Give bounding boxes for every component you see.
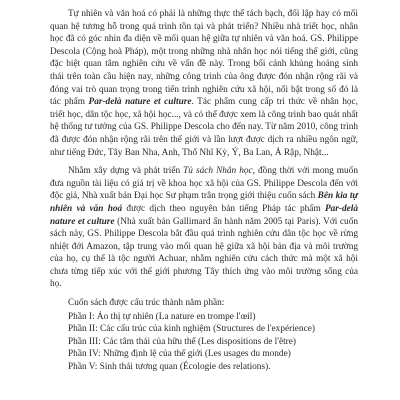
paragraph-intro (50, 8, 358, 159)
book-title-vietnamese: Bên kia tự nhiên và văn hoá (50, 191, 358, 214)
list-item: Phần I: Ảo thị tự nhiên (La nature en trompe l'œil) (68, 311, 256, 322)
paragraph-text: được dịch theo nguyên bản tiếng Pháp tác phẩm (122, 203, 325, 214)
paragraph-text: Nhằm xây dựng và phát triển (68, 166, 184, 177)
list-item: Phần V: Sinh thái tương quan (Écologie des relations). (68, 362, 271, 373)
list-item: Phần III: Các tâm thái của hữu thể (Les dispositions de l'être) (68, 336, 296, 347)
structure-intro: Cuốn sách được cấu trúc thành năm phần: (68, 298, 225, 309)
list-item: Phần II: Các cấu trúc của kinh nghiệm (Structures de l'expérience) (68, 324, 315, 335)
paragraph-text: , đồng thời với mong muốn đưa nguồn tài liệu có giá trị về khoa học xã hội của GS. Philippe Descola đến với độc giả, Nhà xuất bản Đại học Sư phạm trân trọng giới thiệu cuốn sách (50, 166, 358, 202)
paragraph-text: . Tác phẩm cung cấp tri thức về nhân học, triết học, dân tộc học, xã hội học..., và có thể được xem là công trình bao quát nhất hệ thống tư tưởng của GS. Philippe Descola cho đến nay. Từ năm 2010, công trình đã được đón nhận rộng rãi trên thế giới và lần lượt được dịch ra nhiều ngôn ngữ, như tiếng Đức, Tây Ban Nha, Anh, Thổ Nhĩ Kỳ, Ý, Ba Lan, Ả Rập, Nhật... (50, 97, 358, 158)
paragraph-text: Tự nhiên và văn hoá có phải là những thực thể tách bạch, đối lập hay có mối quan hệ tương hỗ trong quá trình tồn tại và phát triển? Nhiều nhà triết học, nhân học đã có góc nhìn đa diện về mối quan hệ giữa tự nhiên và văn hoá. GS. Philippe Descola (Cộng hoà Pháp), một trong những nhà nhân học nói tiếng thế giới, cũng đặc biệt quan tâm nghiên cứu về vấn đề này. Trong bối cảnh khủng hoảng sinh thái trên toàn cầu hiện nay, những công trình của ông được đón nhận rộng rãi và đóng vai trò quan trọng trong tiến trình nghiên cứu xã hội, nổi bật trong số đó là tác phẩm (50, 9, 358, 108)
book-title-french: Par-delà nature et culture (50, 203, 358, 227)
list-item: Phần IV: Những định lệ của thế giới (Les usages du monde) (68, 349, 291, 360)
series-title: Tủ sách Nhân học (183, 166, 253, 177)
book-title-french: Par-delà nature et culture (88, 97, 192, 108)
page-body-text (50, 8, 358, 374)
paragraph-publisher (50, 165, 358, 291)
paragraph-text: (Nhà xuất bản Gallimard ấn hành năm 2005 tại Paris). Với cuốn sách này, GS. Philippe Descola bắt đầu quá trình nghiên cứu dân tộc học về rừng nhiệt đới Amazon, tập trung vào mối quan hệ giữa xã hội bản địa và môi trường của họ, cụ thể là tộc người Achuar, nhằm nghiên cứu cách thức mà một xã hội chưa từng tiếp xúc với thế giới phương Tây thích ứng vào môi trường sống của họ. (50, 216, 359, 290)
parts-list (50, 311, 358, 374)
